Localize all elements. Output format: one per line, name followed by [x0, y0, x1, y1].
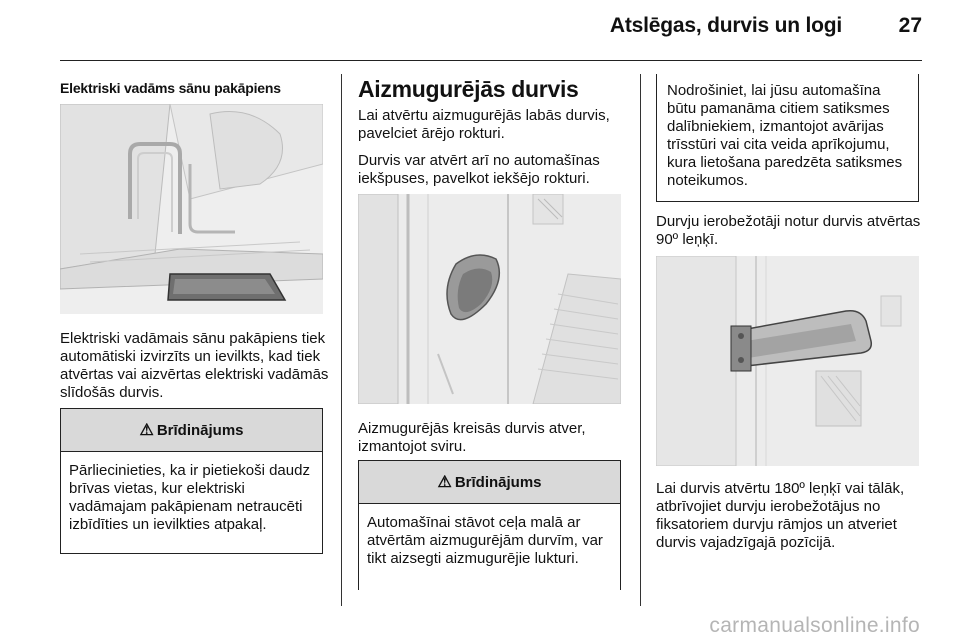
side-step-illustration — [60, 104, 323, 314]
warning-text-2: Automašīnai stāvot ceļa malā ar atvērtām aizmugurējām durvīm, var tikt aizsegti aizmugurējie lukturi. — [367, 514, 603, 567]
rear-doors-warning-box — [358, 460, 621, 590]
warning-title-2: Brīdinājums — [454, 473, 542, 491]
rear-doors-heading: Aizmugurējās durvis — [358, 76, 579, 102]
rear-left-door-paragraph: Aizmugurējās kreisās durvis atver, izmantojot sviru. — [358, 420, 586, 455]
side-step-drawing — [60, 104, 323, 314]
warning-header — [61, 409, 322, 452]
warning-text: Pārliecinieties, ka ir pietiekoši daudz brīvas vietas, kur elektriski vadāmajam pakāpienam netraucēti izbīdīties un ievilkties atpakaļ. — [69, 462, 310, 533]
warning-title: Brīdinājums — [156, 421, 244, 439]
watermark-text: carmanualsonline.info — [709, 614, 920, 637]
side-step-warning-box — [60, 408, 323, 554]
warning-triangle-icon-2: ⚠ — [437, 474, 452, 491]
header-rule — [60, 60, 922, 61]
door-stop-paragraph: Durvju ierobežotāji notur durvis atvērtas 90º leņķī. — [656, 213, 921, 248]
column-divider-right — [640, 74, 641, 606]
rear-door-handle-drawing — [358, 194, 621, 404]
warning-triangle-icon: ⚠ — [139, 422, 154, 439]
column-divider-left — [341, 74, 342, 606]
page-number: 27 — [898, 14, 922, 37]
rear-doors-paragraph-1: Lai atvērtu aizmugurējās labās durvis, pavelciet ārējo rokturi. — [358, 107, 610, 142]
visibility-notice-box: Nodrošiniet, lai jūsu automašīna būtu pamanāma citiem satiksmes dalībniekiem, izmantojot avārijas trīsstūri vai cita veida aprīkojumu, kura lietošana paredzēta satiksmes noteikumos. — [656, 74, 919, 202]
side-step-heading: Elektriski vadāms sānu pakāpiens — [60, 80, 281, 96]
rear-door-handle-illustration — [358, 194, 621, 404]
side-step-description: Elektriski vadāmais sānu pakāpiens tiek automātiski izvirzīts un ievilkts, kad tiek atvērtas vai aizvērtas elektriski vadāmās slīdošās durvis. — [60, 330, 329, 401]
door-stop-illustration — [656, 256, 919, 466]
door-stop-drawing — [656, 256, 919, 466]
warning-header-2 — [359, 461, 620, 504]
rear-doors-paragraph-2: Durvis var atvērt arī no automašīnas iekšpuses, pavelkot iekšējo rokturi. — [358, 152, 600, 187]
page-header-title: Atslēgas, durvis un logi — [609, 14, 842, 37]
door-180-paragraph: Lai durvis atvērtu 180º leņķī vai tālāk, atbrīvojiet durvju ierobežotājus no fiksatoriem durvju rāmjos un atveriet durvis vajadzīgajā pozīcijā. — [656, 480, 905, 551]
